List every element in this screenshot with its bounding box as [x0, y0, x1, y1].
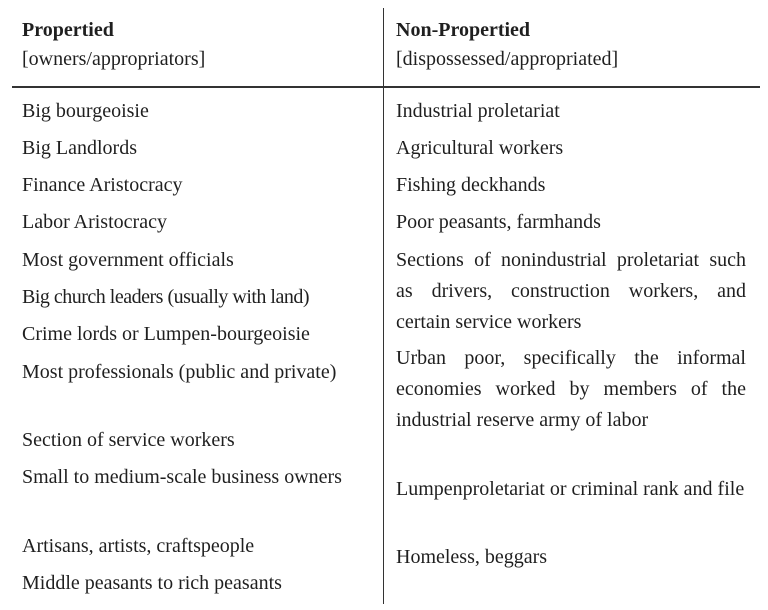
non-propertied-item: Fishing deckhands [396, 174, 546, 196]
propertied-item: Artisans, artists, craftspeople [22, 535, 255, 557]
non-propertied-item: Sections of nonindustrial proletariat such as drivers, construction workers, and certain service workers [396, 249, 746, 333]
non-propertied-item: Homeless, beggars [396, 546, 548, 568]
non-propertied-heading: Non-Propertied [396, 19, 531, 41]
non-propertied-item: Poor peasants, farmhands [396, 211, 601, 233]
non-propertied-subheading: [dispossessed/appropriated] [396, 48, 619, 70]
propertied-item: Section of service workers [22, 429, 235, 451]
propertied-item: Small to medium-scale business owners [22, 466, 342, 488]
non-propertied-item: Lumpenproletariat or criminal rank and file [396, 478, 745, 500]
column-divider [383, 8, 384, 604]
propertied-item: Middle peasants to rich peasants [22, 572, 282, 594]
propertied-item: Finance Aristocracy [22, 174, 183, 196]
propertied-item: Most government officials [22, 249, 234, 271]
propertied-item: Labor Aristocracy [22, 211, 167, 233]
propertied-heading: Propertied [22, 19, 114, 41]
propertied-item: Big church leaders (usually with land) [22, 286, 310, 308]
propertied-item: Crime lords or Lumpen-bourgeoisie [22, 323, 310, 345]
non-propertied-item: Agricultural workers [396, 137, 564, 159]
header-divider [12, 86, 760, 88]
propertied-subheading: [owners/appropriators] [22, 48, 206, 70]
non-propertied-item: Urban poor, specifically the informal economies worked by members of the industrial reserve army of labor [396, 347, 746, 431]
propertied-item: Big Landlords [22, 137, 137, 159]
propertied-item: Most professionals (public and private) [22, 361, 337, 383]
non-propertied-item: Industrial proletariat [396, 100, 560, 122]
propertied-item: Big bourgeoisie [22, 100, 149, 122]
